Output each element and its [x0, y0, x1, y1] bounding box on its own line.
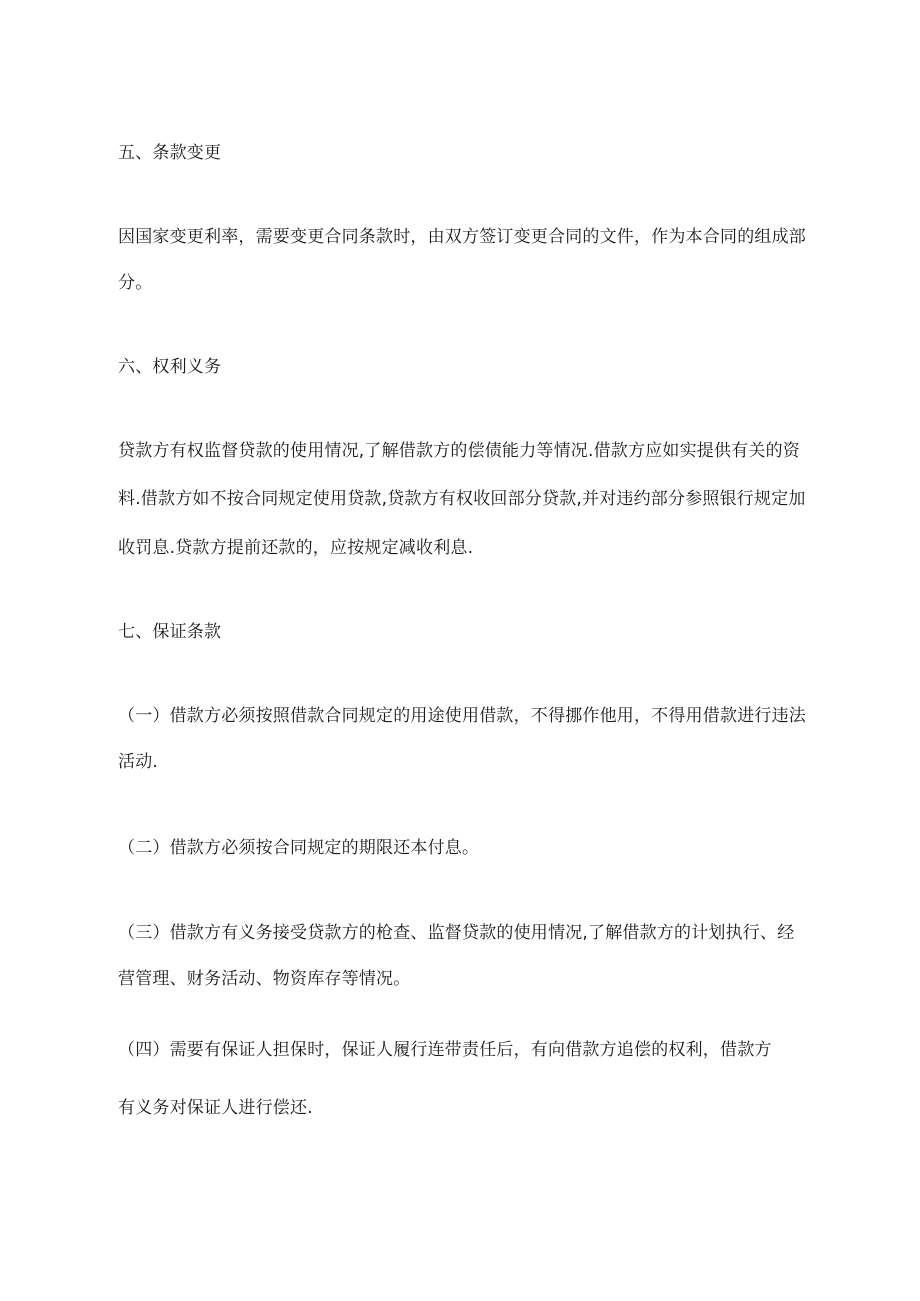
section-6-body-line-3: 收罚息.贷款方提前还款的，应按规定减收利息.: [118, 538, 474, 558]
section-6-body-line-1: 贷款方有权监督贷款的使用情况,了解借款方的偿债能力等情况.借款方应如实提供有关的资: [118, 441, 801, 461]
section-5-body-line-1: 因国家变更利率，需要变更合同条款时，由双方签订变更合同的文件，作为本合同的组成部: [118, 227, 806, 247]
section-5-body-line-2: 分。: [118, 273, 153, 293]
section-7-item-2-line-1: （二）借款方必须按合同规定的期限还本付息。: [118, 838, 480, 858]
section-7-item-4-line-2: 有义务对保证人进行偿还.: [118, 1098, 313, 1118]
section-6-body-line-2: 料.借款方如不按合同规定使用贷款,贷款方有权收回部分贷款,并对违约部分参照银行规定加: [118, 489, 806, 509]
section-7-item-4-line-1: （四）需要有保证人担保时，保证人履行连带责任后，有向借款方追偿的权利，借款方: [118, 1040, 772, 1060]
section-7-item-3-line-2: 营管理、财务活动、物资库存等情况。: [118, 969, 411, 989]
section-6-heading: 六、权利义务: [118, 357, 222, 377]
section-7-item-1-line-2: 活动.: [118, 752, 159, 772]
section-5-heading: 五、条款变更: [118, 143, 222, 163]
section-7-item-1-line-1: （一）借款方必须按照借款合同规定的用途使用借款，不得挪作他用，不得用借款进行违法: [118, 706, 806, 726]
section-7-heading: 七、保证条款: [118, 622, 222, 642]
section-7-item-3-line-1: （三）借款方有义务接受贷款方的枪查、监督贷款的使用情况,了解借款方的计划执行、经: [118, 923, 795, 943]
